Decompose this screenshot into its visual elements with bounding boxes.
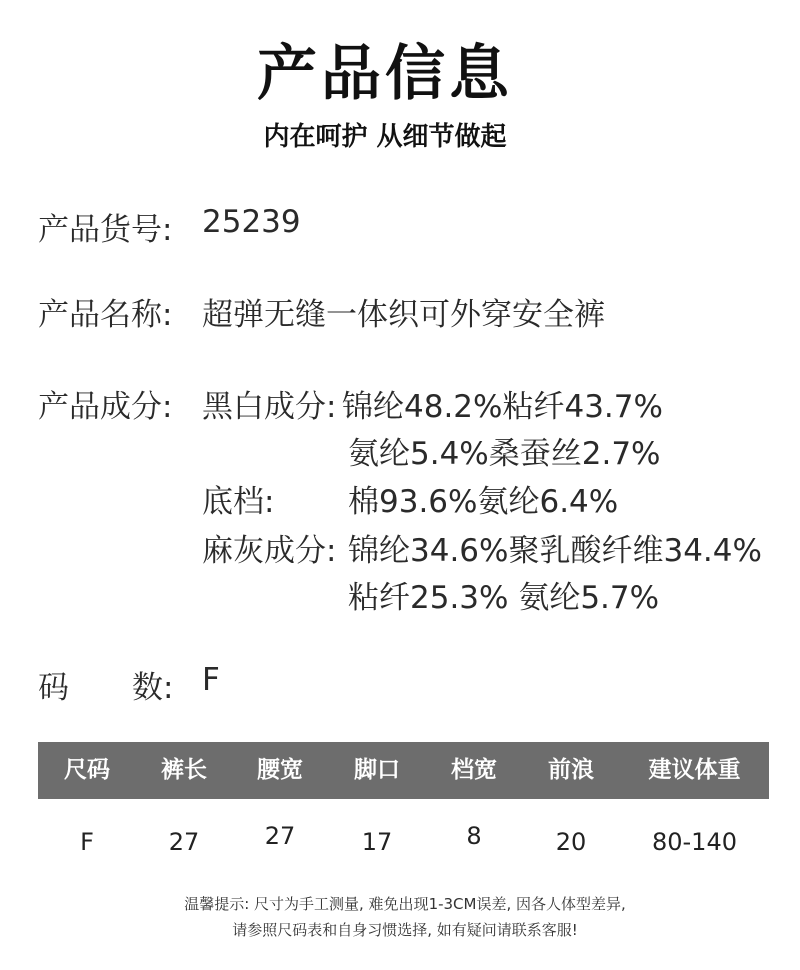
- product-name-value: 超弹无缝一体织可外穿安全裤: [202, 297, 605, 333]
- cell-size: F: [80, 828, 94, 856]
- header-waist: 腰宽: [257, 757, 303, 783]
- cell-front-rise: 20: [555, 828, 587, 856]
- bw-composition-line2: 氨纶5.4%桑蚕丝2.7%: [348, 436, 661, 472]
- composition-label: 产品成分:: [38, 389, 173, 425]
- size-value: F: [202, 662, 220, 698]
- cell-length: 27: [168, 828, 200, 856]
- size-label-colon: 数:: [132, 670, 174, 706]
- product-name-row: [38, 289, 605, 334]
- header-length: 裤长: [161, 757, 207, 783]
- cell-weight: 80-140: [651, 828, 737, 856]
- header-front-rise: 前浪: [548, 757, 594, 783]
- item-number-value: 25239: [202, 204, 301, 240]
- cell-hem: 17: [361, 828, 393, 856]
- composition-row: [38, 381, 172, 426]
- size-label-char: 码: [38, 670, 69, 706]
- page-subtitle: 内在呵护 从细节做起: [263, 122, 507, 152]
- header-hem: 脚口: [354, 757, 400, 783]
- grey-composition-line1: 锦纶34.6%聚乳酸纤维34.4%: [348, 533, 762, 569]
- header-crotch-width: 档宽: [451, 757, 497, 783]
- cell-crotch-width: 8: [466, 822, 482, 850]
- crotch-label: 底档:: [202, 484, 275, 520]
- note-line-1: 温馨提示: 尺寸为手工测量, 难免出现1-3CM误差, 因各人体型差异,: [184, 895, 626, 913]
- header-size: 尺码: [64, 757, 110, 783]
- grey-composition-line2: 粘纤25.3% 氨纶5.7%: [348, 580, 660, 616]
- size-table-header: [38, 742, 769, 799]
- product-name-label: 产品名称:: [38, 297, 173, 333]
- item-number-row: [38, 204, 301, 249]
- bw-composition-label: 黑白成分:: [202, 389, 337, 425]
- page-title: 产品信息: [257, 39, 513, 109]
- item-number-label: 产品货号:: [38, 212, 173, 248]
- cell-waist: 27: [264, 822, 296, 850]
- header-weight: 建议体重: [648, 757, 741, 783]
- bw-composition-line1: 锦纶48.2%粘纤43.7%: [342, 389, 663, 425]
- grey-composition-label: 麻灰成分:: [202, 533, 337, 569]
- crotch-value: 棉93.6%氨纶6.4%: [348, 484, 619, 520]
- note-line-2: 请参照尺码表和自身习惯选择, 如有疑问请联系客服!: [232, 921, 578, 939]
